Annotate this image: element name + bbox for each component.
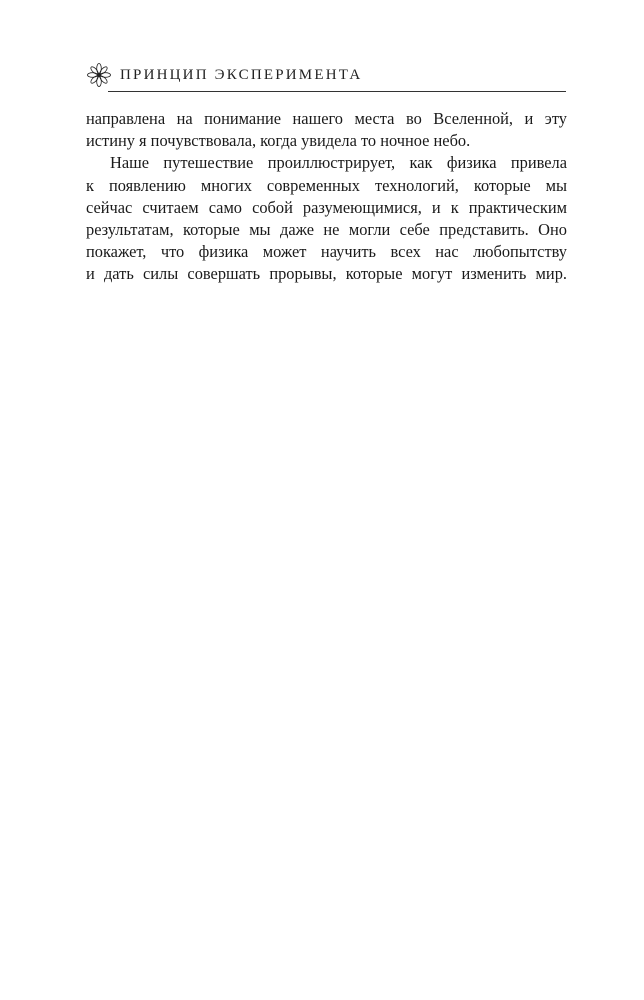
text-line: сейчас считаем само собой разумеющимися, и к практическим bbox=[86, 197, 567, 217]
header-rule bbox=[108, 91, 566, 92]
flower-ornament-icon bbox=[86, 62, 112, 88]
text-line: направлена на понимание нашего места во Вселенной, и эту bbox=[86, 109, 567, 128]
running-head bbox=[86, 60, 566, 94]
text-line: истину я почувствовала, когда увидела то ночное небо. bbox=[86, 131, 471, 151]
text-line: результатам, которые мы даже не могли себе представить. Оно bbox=[86, 219, 567, 239]
body-text bbox=[86, 108, 567, 286]
text-line: Наше путешествие проиллюстрирует, как физика привела bbox=[110, 153, 567, 173]
text-line: покажет, что физика может научить всех нас любопытству bbox=[86, 242, 567, 262]
text-line: к появлению многих современных технологий, которые мы bbox=[86, 175, 567, 195]
running-head-title: ПРИНЦИП ЭКСПЕРИМЕНТА bbox=[120, 67, 363, 83]
paragraph bbox=[86, 152, 567, 285]
paragraph bbox=[86, 108, 567, 152]
text-line: и дать силы совершать прорывы, которые могут изменить мир. bbox=[86, 264, 567, 284]
